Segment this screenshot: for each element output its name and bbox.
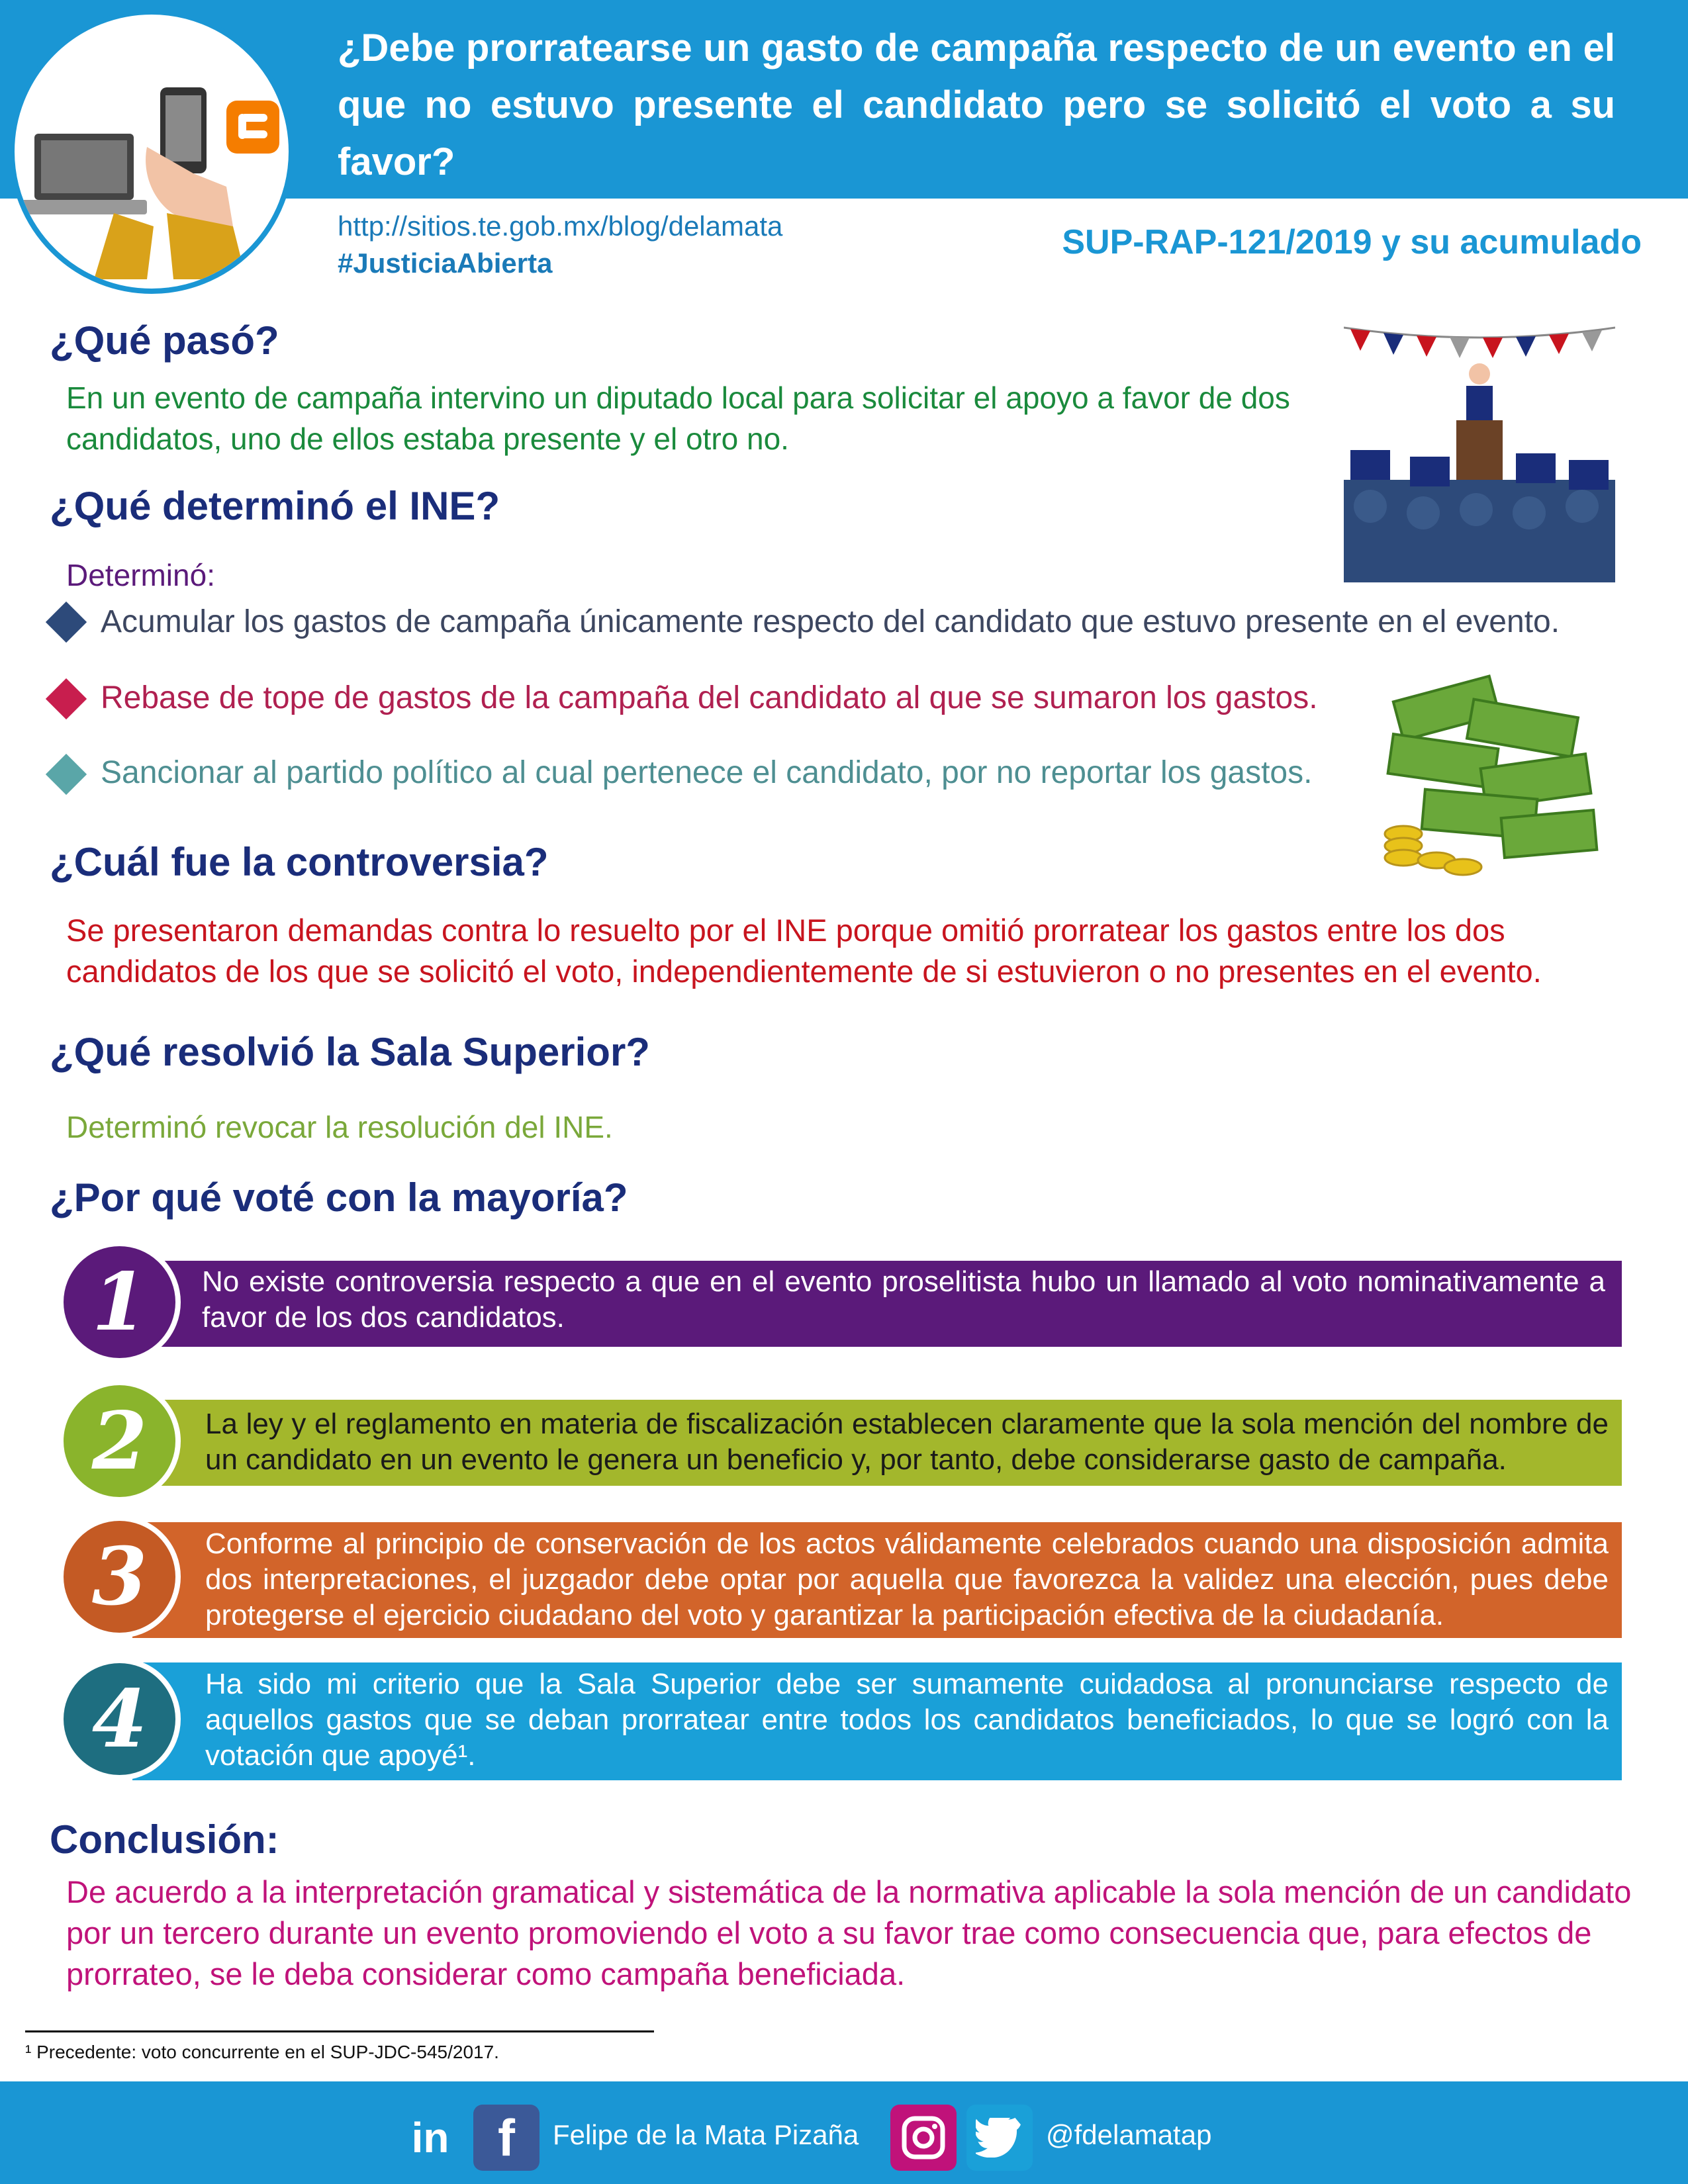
ine-intro: Determinó: bbox=[66, 558, 215, 592]
hashtag[interactable]: #JusticiaAbierta bbox=[338, 248, 553, 279]
reason-text-1: No existe controversia respecto a que en el evento proselitista hubo un llamado al voto nominativamente a favor de los dos candidatos. bbox=[202, 1265, 1605, 1334]
section-heading-controversia: ¿Cuál fue la controversia? bbox=[50, 840, 549, 884]
facebook-icon[interactable]: f bbox=[473, 2105, 539, 2171]
diamond-bullet-icon bbox=[46, 678, 87, 719]
twitter-icon[interactable] bbox=[966, 2105, 1033, 2171]
ine-bullet-2: Rebase de tope de gastos de la campaña del candidato al que se sumaron los gastos. bbox=[101, 680, 1318, 715]
instagram-icon[interactable] bbox=[890, 2105, 957, 2171]
footer-handle[interactable]: @fdelamatap bbox=[1046, 2119, 1212, 2150]
resolvio-text: Determinó revocar la resolución del INE. bbox=[66, 1110, 613, 1144]
number-badge-2: 2 bbox=[58, 1380, 181, 1502]
ine-bullet-1: Acumular los gastos de campaña únicamente respecto del candidato que estuvo presente en el evento. bbox=[101, 604, 1560, 639]
blog-illustration bbox=[9, 9, 294, 294]
footer-name: Felipe de la Mata Pizaña bbox=[553, 2119, 859, 2150]
section-heading-que-paso: ¿Qué pasó? bbox=[50, 318, 279, 363]
diamond-bullet-icon bbox=[46, 754, 87, 795]
reason-text-2: La ley y el reglamento en materia de fiscalización establecen claramente que la sola mención del nombre de un candidato en un evento le genera un beneficio y, por tanto, debe considerarse gasto de campaña. bbox=[205, 1408, 1609, 1476]
controversia-text: Se presentaron demandas contra lo resuelto por el INE porque omitió prorratear los gastos entre los dos candidatos de los que se solicitó el voto, independientemente de si estuvieron o no presentes en el evento. bbox=[66, 913, 1542, 989]
campaign-rally-illustration bbox=[1344, 308, 1615, 582]
reason-text-4: Ha sido mi criterio que la Sala Superior debe ser sumamente cuidadosa al pronunciarse respecto de aquellos gastos que se deban prorratear entre todos los candidatos beneficiados, lo que se logró con la votación que apoyé¹. bbox=[205, 1668, 1609, 1772]
linkedin-icon[interactable]: in bbox=[397, 2105, 463, 2171]
diamond-bullet-icon bbox=[46, 602, 87, 643]
section-heading-ine: ¿Qué determinó el INE? bbox=[50, 484, 500, 528]
number-badge-3: 3 bbox=[58, 1516, 181, 1638]
conclusion-text: De acuerdo a la interpretación gramatical y sistemática de la normativa aplicable la sola mención de un candidato por un tercero durante un evento promoviendo el voto a su favor trae como consecuencia que, para efectos de prorrateo, se le deba considerar como campaña beneficiada. bbox=[66, 1874, 1632, 1991]
number-badge-4: 4 bbox=[58, 1658, 181, 1780]
case-reference: SUP-RAP-121/2019 y su acumulado bbox=[1062, 223, 1642, 261]
que-paso-text: En un evento de campaña intervino un diputado local para solicitar el apoyo a favor de dos candidatos, uno de ellos estaba presente y el otro no. bbox=[66, 381, 1290, 456]
page-title: ¿Debe prorratearse un gasto de campaña respecto de un evento en el que no estuvo presente el candidato pero se solicitó el voto a su favor? bbox=[338, 26, 1615, 183]
section-heading-mayoria: ¿Por qué voté con la mayoría? bbox=[50, 1175, 628, 1220]
money-illustration bbox=[1370, 668, 1609, 880]
section-heading-resolvio: ¿Qué resolvió la Sala Superior? bbox=[50, 1030, 650, 1074]
reason-text-3: Conforme al principio de conservación de los actos válidamente celebrados cuando una disposición admita dos interpretaciones, el juzgador debe optar por aquella que favorezca la validez una elección, pues debe protegerse el ejercicio ciudadano del voto y garantizar la participación efectiva de la ciudadanía. bbox=[205, 1527, 1609, 1631]
blog-url-link[interactable]: http://sitios.te.gob.mx/blog/delamata bbox=[338, 210, 783, 242]
footnote: ¹ Precedente: voto concurrente en el SUP-JDC-545/2017. bbox=[25, 2042, 499, 2062]
section-heading-conclusion: Conclusión: bbox=[50, 1817, 279, 1862]
ine-bullet-3: Sancionar al partido político al cual pertenece el candidato, por no reportar los gastos. bbox=[101, 755, 1313, 790]
number-badge-1: 1 bbox=[58, 1241, 181, 1363]
footnote-divider bbox=[25, 2030, 654, 2032]
